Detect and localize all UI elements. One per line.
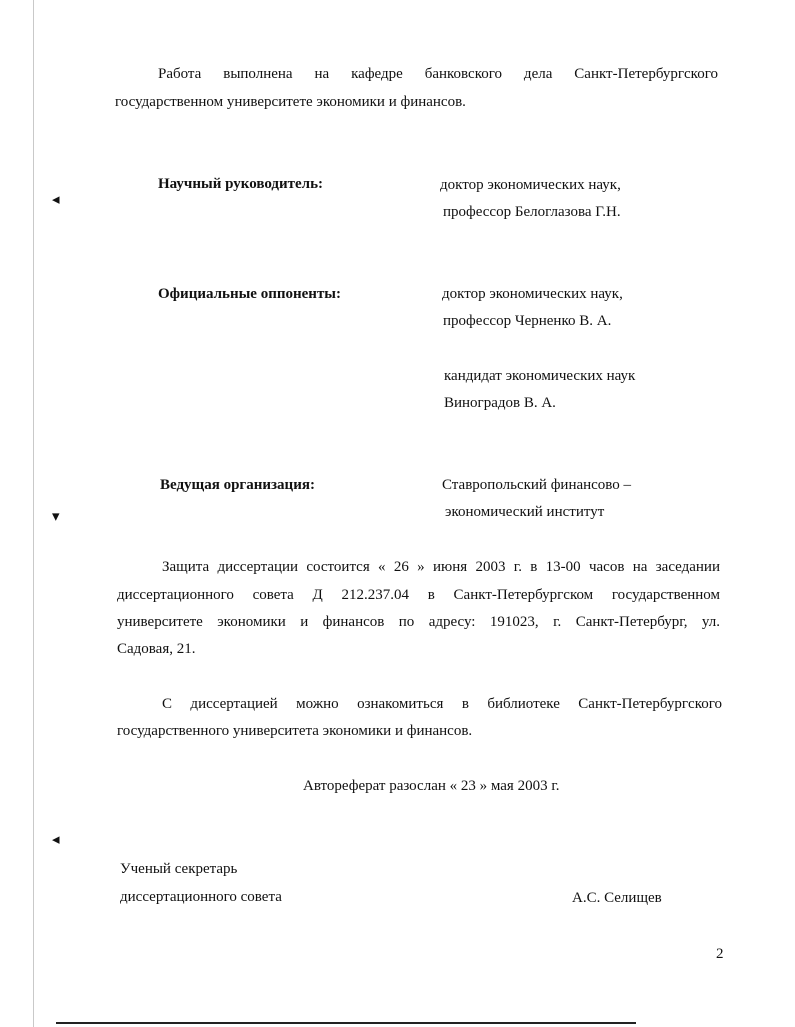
scan-margin-line	[33, 0, 34, 1027]
intro-line-2: государственном университете экономики и финансов.	[115, 94, 466, 110]
opponent-2-line-2: Виноградов В. А.	[444, 395, 556, 411]
leading-org-label: Ведущая организация:	[160, 477, 315, 493]
defense-line-4: Садовая, 21.	[117, 641, 196, 657]
binding-mark-icon: ◂	[52, 832, 60, 848]
intro-line-1: Работа выполнена на кафедре банковского дела Санкт-Петербургского	[158, 66, 718, 82]
secretary-title-line-1: Ученый секретарь	[120, 861, 238, 877]
secretary-title-line-2: диссертационного совета	[120, 889, 282, 905]
supervisor-label: Научный руководитель:	[158, 176, 323, 192]
leading-org-line-2: экономический институт	[445, 504, 605, 520]
library-line-1: С диссертацией можно ознакомиться в библиотеке Санкт-Петербургского	[162, 696, 722, 712]
opponent-1-line-1: доктор экономических наук,	[442, 286, 623, 302]
opponents-label: Официальные оппоненты:	[158, 286, 342, 302]
page-number: 2	[716, 946, 724, 962]
defense-line-3: университете экономики и финансов по адресу: 191023, г. Санкт-Петербург, ул.	[117, 614, 720, 630]
supervisor-line-2: профессор Белоглазова Г.Н.	[443, 204, 621, 220]
secretary-name: А.С. Селищев	[572, 890, 662, 906]
mailing-date: Автореферат разослан « 23 » мая 2003 г.	[303, 778, 560, 794]
bottom-scan-line	[56, 1022, 636, 1024]
defense-line-1: Защита диссертации состоится « 26 » июня 2003 г. в 13-00 часов на заседании	[162, 559, 720, 575]
library-line-2: государственного университета экономики и финансов.	[117, 723, 473, 739]
supervisor-line-1: доктор экономических наук,	[440, 177, 621, 193]
defense-line-2: диссертационного совета Д 212.237.04 в Санкт-Петербургском государственном	[117, 587, 720, 603]
leading-org-line-1: Ставропольский финансово –	[442, 477, 632, 493]
binding-mark-icon: ▾	[52, 509, 60, 525]
opponent-1-line-2: профессор Черненко В. А.	[443, 313, 612, 329]
opponent-2-line-1: кандидат экономических наук	[444, 368, 636, 384]
binding-mark-icon: ◂	[52, 192, 60, 208]
